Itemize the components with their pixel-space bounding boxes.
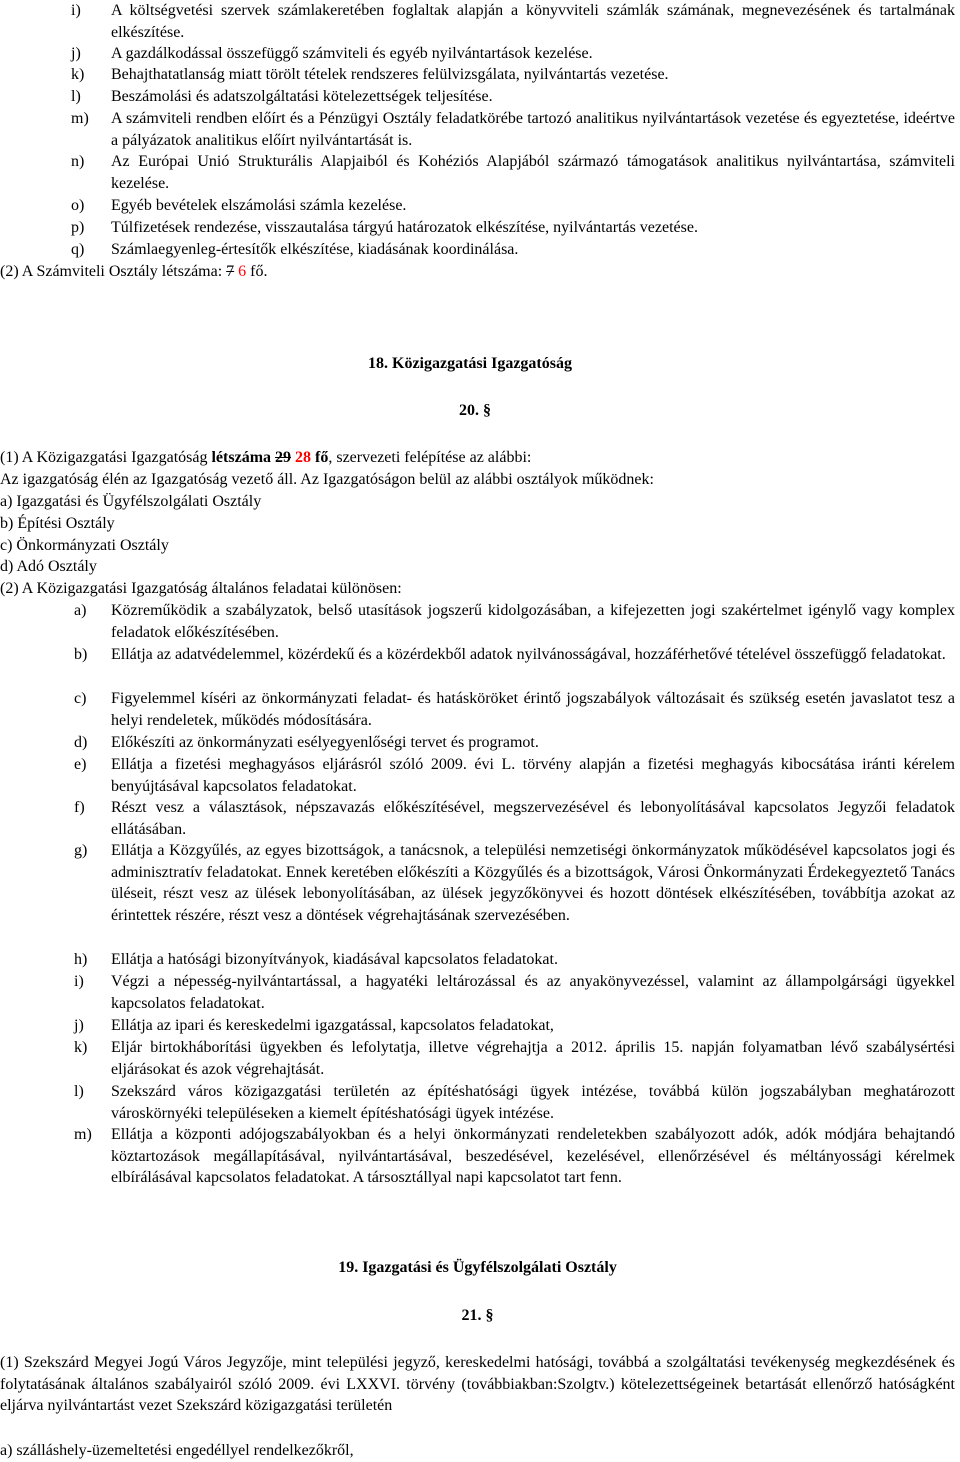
task-label: k) [74, 1039, 88, 1056]
list-item-label: j) [71, 45, 81, 62]
task-item [74, 1124, 955, 1189]
task-text: Előkészíti az önkormányzati esélyegyenlőségi tervet és programot. [111, 734, 539, 751]
task-item [74, 688, 955, 731]
list-item [71, 0, 955, 43]
list-item-text: A költségvetési szervek számlakeretében foglaltak alapján a könyvviteli számlák számának, megnevezésének és tartalmának elkészítése. [111, 2, 955, 41]
task-label: m) [74, 1126, 92, 1143]
task-text: Részt vesz a választások, népszavazás előkészítésével, megszervezésével és lebonyolításával kapcsolatos Jegyzői feladatok ellátásában. [111, 799, 955, 838]
task-text: Ellátja az adatvédelemmel, közérdekű és a közérdekből adatok nyilvánosságával, hozzáférhetővé tételével összefüggő feladatokat. [111, 646, 946, 663]
task-label: c) [74, 690, 87, 707]
staff-prefix: (2) A Számviteli Osztály létszáma: [0, 263, 227, 280]
task-label: l) [74, 1083, 84, 1100]
list-item-text: Egyéb bevételek elszámolási számla kezelése. [111, 197, 407, 214]
task-item [74, 840, 955, 926]
task-text: Közreműködik a szabályzatok, belső utasítások jogszerű kidolgozásában, a kifejezetten jogi szakértelmet igénylő vagy komplex feladatok előkészítésében. [111, 602, 955, 641]
list-item [71, 64, 955, 86]
task-text: Végzi a népesség-nyilvántartással, a hagyatéki leltározással és az anyakönyvezéssel, valamint az állampolgársági ügyekkel kapcsolatos feladatokat. [111, 973, 955, 1012]
inserted-count: 6 [234, 263, 247, 280]
task-item [74, 971, 955, 1014]
task-label: h) [74, 951, 88, 968]
paragraph-text: Az igazgatóság élén az Igazgatóság vezető áll. Az Igazgatóságon belül az alábbi osztályok működnek: [0, 471, 654, 488]
task-text: Eljár birtokháborítási ügyekben és lefolytatja, illetve végrehajtja a 2012. április 15. napján folyamatban lévő szabálysértési eljárásokat és azok végrehajtását. [111, 1039, 955, 1078]
task-text: Ellátja az ipari és kereskedelmi igazgatással, kapcsolatos feladatokat, [111, 1017, 554, 1034]
headcount-unit: fő [311, 449, 329, 466]
list-item [71, 239, 955, 261]
section-title: 18. Közigazgatási Igazgatóság [368, 355, 572, 372]
task-label: b) [74, 646, 88, 663]
paragraph-1: (1) Szekszárd Megyei Jogú Város Jegyzője, mint települési jegyző, kereskedelmi hatósági, továbbá a szolgáltatási tevékenység megkezdésének és folytatásának általános szabályairól szóló 2009. évi LXXVI. törvény (továbbiakban:Szolgtv.) kötelezettségeinek betartását ellenőrző hatóságként eljárva nyilvántartást vezet Szekszárd közigazgatási területén [0, 1354, 955, 1414]
list-item [71, 195, 955, 217]
list-item-label: m) [71, 110, 89, 127]
task-item [74, 644, 955, 666]
task-label: f) [74, 799, 85, 816]
paragraph-1 [0, 447, 531, 469]
task-label: i) [74, 973, 84, 990]
inserted-count: 28 [291, 449, 312, 466]
department-item: d) Adó Osztály [0, 558, 97, 575]
task-item [74, 732, 955, 754]
list-item [71, 217, 955, 239]
task-text: Ellátja a hatósági bizonyítványok, kiadásával kapcsolatos feladatokat. [111, 951, 558, 968]
task-item [74, 754, 955, 797]
staff-count-line [0, 261, 268, 283]
list-item-label: p) [71, 219, 85, 236]
list-item-text: Túlfizetések rendezése, visszautalása tárgyú határozatok elkészítése, nyilvántartás vezetése. [111, 219, 698, 236]
list-item-label: i) [71, 2, 81, 19]
task-item [74, 1081, 955, 1124]
list-item-label: q) [71, 241, 85, 258]
list-item-text: A gazdálkodással összefüggő számviteli és egyéb nyilvántartások kezelése. [111, 45, 593, 62]
department-item: b) Építési Osztály [0, 515, 115, 532]
task-item [74, 600, 955, 643]
list-item [71, 43, 955, 65]
task-item [74, 797, 955, 840]
department-item: c) Önkormányzati Osztály [0, 537, 169, 554]
paragraph-text: (1) A Közigazgatási Igazgatóság [0, 449, 212, 466]
task-text: Ellátja a Közgyűlés, az egyes bizottságok, a tanácsnok, a települési nemzetiségi önkormányzatok működésével kapcsolatos jogi és adminisztratív feladatokat. Ennek keretében előkészíti a Közgyűlés és a bizottságok, Városi Önkormányzati Érdekegyeztető Tanács üléseit, részt vesz az ülések lebonyolításában, az ülések jegyzőkönyvei és hozott döntések elkészítésében, továbbítja azokat az érintettek részére, részt vesz a döntések végrehajtásának szervezésében. [111, 842, 955, 924]
list-item-label: k) [71, 66, 85, 83]
staff-suffix: fő. [246, 263, 268, 280]
department-item: a) Igazgatási és Ügyfélszolgálati Osztály [0, 493, 262, 510]
paragraph-number: 21. § [461, 1307, 494, 1324]
section-title: 19. Igazgatási és Ügyfélszolgálati Osztály [338, 1259, 617, 1276]
task-label: e) [74, 756, 87, 773]
list-item-label: o) [71, 197, 85, 214]
list-item-text: Az Európai Unió Strukturális Alapjaiból és Kohéziós Alapjából származó támogatások analitikus nyilvántartása, számviteli kezelése. [111, 153, 955, 192]
task-text: Ellátja a fizetési meghagyásos eljárásról szóló 2009. évi L. törvény alapján a fizetési meghagyás kibocsátása iránti kérelem benyújtásával kapcsolatos feladatokat. [111, 756, 955, 795]
list-item-label: l) [71, 88, 81, 105]
headcount-label: létszáma [211, 449, 276, 466]
deleted-count: 7 [226, 263, 235, 280]
list-item-label: n) [71, 153, 85, 170]
deleted-count: 29 [275, 449, 292, 466]
paragraph-2: (2) A Közigazgatási Igazgatóság általános feladatai különösen: [0, 580, 402, 597]
paragraph-text: , szervezeti felépítése az alábbi: [328, 449, 532, 466]
list-item-text: Beszámolási és adatszolgáltatási kötelezettségek teljesítése. [111, 88, 493, 105]
task-text: Figyelemmel kíséri az önkormányzati feladat- és hatásköröket érintő jogszabályok változásait és szükség esetén javaslatot tesz a helyi rendeletek, működés módosítására. [111, 690, 955, 729]
task-text: Szekszárd város közigazgatási területén az építéshatósági ügyek intézése, továbbá külön jogszabályban meghatározott városkörnyéki településeken a kiemelt építéshatósági ügyek intézése. [111, 1083, 955, 1122]
task-label: a) [74, 602, 87, 619]
paragraph-number: 20. § [459, 402, 491, 419]
list-item-text: Számlaegyenleg-értesítők elkészítése, kiadásának koordinálása. [111, 241, 519, 258]
list-item [71, 151, 955, 194]
task-label: j) [74, 1017, 84, 1034]
list-item [71, 86, 955, 108]
task-item [74, 1015, 955, 1037]
task-label: g) [74, 842, 88, 859]
list-item [71, 108, 955, 151]
task-item [74, 1037, 955, 1080]
task-item [74, 949, 955, 971]
list-item: a) szálláshely-üzemeltetési engedéllyel rendelkezőkről, [0, 1442, 354, 1459]
task-text: Ellátja a központi adójogszabályokban és a helyi önkormányzati rendeletekben szabályozott adók, adók módjára behajtandó köztartozások megállapításával, nyilvántartásával, beszedésével, kezelésével, ellenőrzésével és méltányossági kérelmek elbírálásával kapcsolatos feladatokat. A társosztállyal napi kapcsolatot tart fenn. [111, 1126, 955, 1186]
list-item-text: Behajthatatlanság miatt törölt tételek rendszeres felülvizsgálata, nyilvántartás vezetése. [111, 66, 669, 83]
list-item-text: A számviteli rendben előírt és a Pénzügyi Osztály feladatkörébe tartozó analitikus nyilvántartások vezetése és egyeztetése, ideértve a pályázatok analitikus előírt nyilvántartását is. [111, 110, 955, 149]
task-label: d) [74, 734, 88, 751]
